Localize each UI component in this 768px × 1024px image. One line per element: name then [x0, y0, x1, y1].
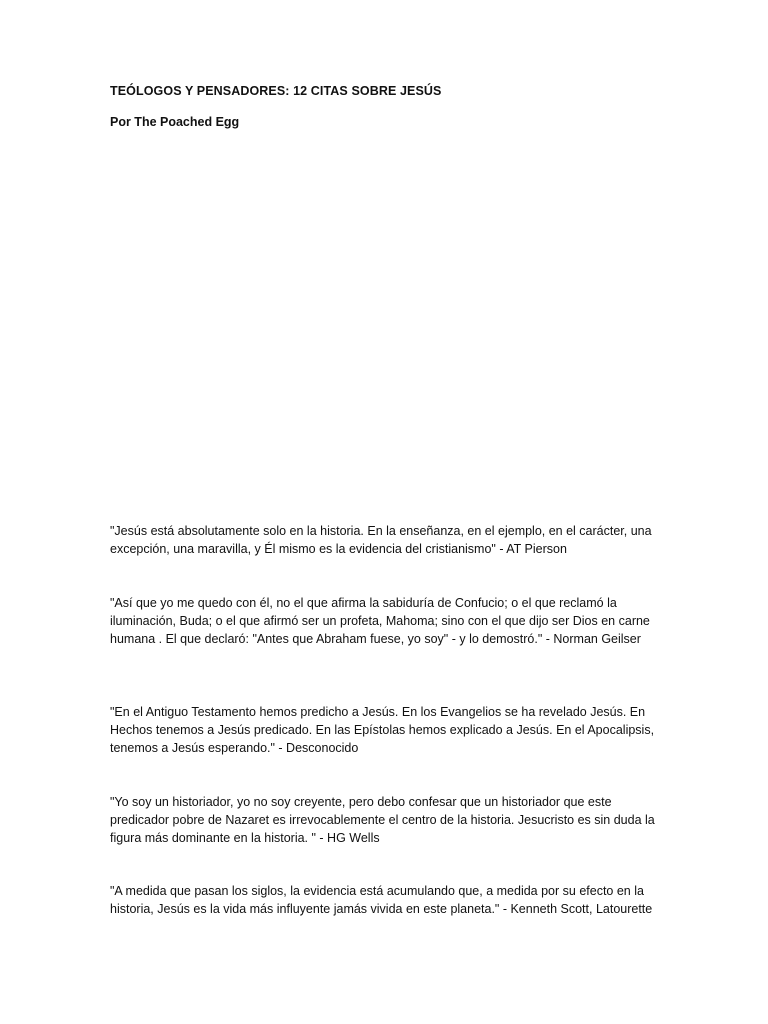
document-title: TEÓLOGOS Y PENSADORES: 12 CITAS SOBRE JESÚS — [110, 84, 442, 98]
quote-paragraph-4: "Yo soy un historiador, yo no soy creyente, pero debo confesar que un historiador que este predicador pobre de Nazaret es irrevocablemente el centro de la historia. Jesucristo es sin duda la figura más dominante en la historia. " - HG Wells — [110, 795, 655, 845]
quote-paragraph-3: "En el Antiguo Testamento hemos predicho a Jesús. En los Evangelios se ha revelado Jesús. En Hechos tenemos a Jesús predicado. En las Epístolas hemos explicado a Jesús. En el Apocalipsis, tenemos a Jesús esperando." - Desconocido — [110, 705, 655, 755]
quote-paragraph-2: "Así que yo me quedo con él, no el que afirma la sabiduría de Confucio; o el que reclamó la iluminación, Buda; o el que afirmó ser un profeta, Mahoma; sino con el que dijo ser Dios en carne humana . El que declaró: "Antes que Abraham fuese, yo soy" - y lo demostró." - Norman Geilser — [110, 596, 650, 646]
quote-paragraph-5: "A medida que pasan los siglos, la evidencia está acumulando que, a medida por su efecto en la historia, Jesús es la vida más influyente jamás vivida en este planeta." - Kenneth Scott, Latourette — [110, 884, 653, 916]
document-byline: Por The Poached Egg — [110, 115, 240, 129]
quote-paragraph-1: "Jesús está absolutamente solo en la historia. En la enseñanza, en el ejemplo, en el carácter, una excepción, una maravilla, y Él mismo es la evidencia del cristianismo" - AT Pierson — [110, 524, 652, 556]
